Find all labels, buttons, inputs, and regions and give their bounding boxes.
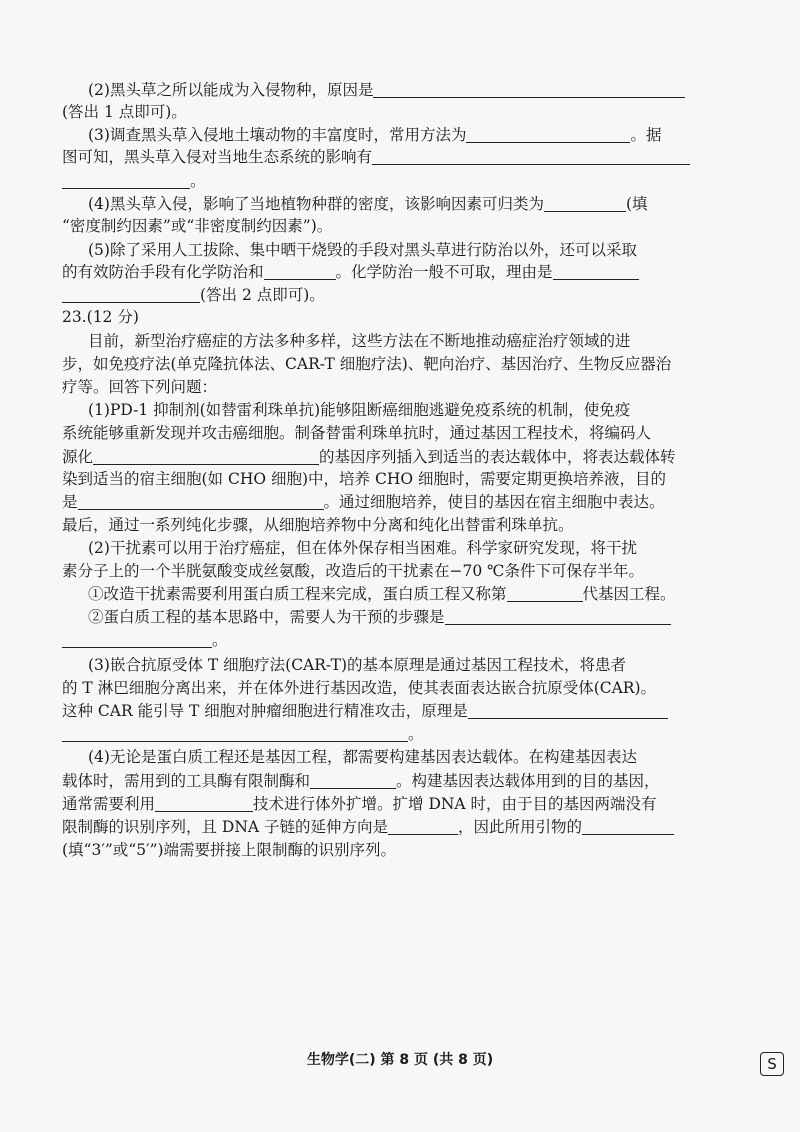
answer-blank[interactable] [310, 772, 396, 789]
text: 系统能够重新发现并攻击癌细胞。制备替雷利珠单抗时，通过基因工程技术，将编码人 [62, 424, 652, 442]
text-line [88, 330, 742, 352]
text-line [88, 606, 742, 628]
text: “密度制约因素”或“非密度制约因素”)。 [62, 217, 333, 235]
text-line [62, 146, 742, 168]
text-line [88, 79, 742, 101]
text: 源化 [62, 448, 94, 466]
text-line [88, 239, 742, 261]
answer-blank[interactable] [93, 448, 319, 465]
text: 最后，通过一系列纯化步骤，从细胞培养物中分离和纯化出替雷利珠单抗。 [62, 516, 574, 534]
text: (4)黑头草入侵，影响了当地植物种群的密度，该影响因素可归类为 [88, 195, 544, 213]
answer-blank[interactable] [155, 795, 253, 812]
answer-blank[interactable] [62, 286, 200, 303]
text: (3)调查黑头草入侵地土壤动物的丰富度时，常用方法为 [88, 126, 467, 144]
text-line [62, 816, 742, 838]
text: 的基因序列插入到适当的表达载体中，将表达载体转 [319, 448, 676, 466]
text-line [62, 422, 742, 444]
text: (5)除了采用人工拔除、集中晒干烧毁的手段对黑头草进行防治以外，还可以采取 [88, 241, 637, 259]
text: 的有效防治手段有化学防治和 [62, 263, 264, 281]
text-line [88, 746, 742, 768]
text: 这种 CAR 能引导 T 细胞对肿瘤细胞进行精准攻击，原理是 [62, 702, 468, 720]
text: (3)嵌合抗原受体 T 细胞疗法(CAR-T)的基本原理是通过基因工程技术，将患者 [88, 656, 626, 674]
text: (填“3′”或“5′”)端需要拼接上限制酶的识别序列。 [62, 841, 397, 859]
text: 目前，新型治疗癌症的方法多种多样，这些方法在不断地推动癌症治疗领域的进 [88, 332, 631, 350]
answer-blank[interactable] [78, 493, 324, 510]
text-line [62, 491, 742, 513]
answer-blank[interactable] [62, 725, 408, 742]
text-line [62, 376, 742, 398]
corner-mark: S [760, 1052, 784, 1076]
text: (答出 2 点即可)。 [200, 286, 325, 304]
answer-blank[interactable] [544, 195, 626, 212]
text-line [88, 654, 742, 676]
text-line [88, 583, 742, 605]
text: 代基因工程。 [582, 585, 676, 603]
text-line [88, 399, 742, 421]
answer-blank[interactable] [468, 702, 668, 719]
text-line [88, 124, 742, 146]
text: 。 [212, 631, 228, 649]
text-line [62, 839, 742, 861]
text-line [88, 537, 742, 559]
text: 。构建基因表达载体用到的目的基因， [396, 772, 660, 790]
text: (2)干扰素可以用于治疗癌症，但在体外保存相当困难。科学家研究发现，将干扰 [88, 539, 637, 557]
text-line [62, 677, 742, 699]
answer-blank[interactable] [553, 263, 639, 280]
text: (4)无论是蛋白质工程还是基因工程，都需要构建基因表达载体。在构建基因表达 [88, 748, 637, 766]
text: ②蛋白质工程的基本思路中，需要人为干预的步骤是 [88, 608, 445, 626]
text: (填 [625, 195, 648, 213]
text: 步，如免疫疗法(单克隆抗体法、CAR-T 细胞疗法)、靶向治疗、基因治疗、生物反应器治 [62, 355, 672, 373]
text: 素分子上的一个半胱氨酸变成丝氨酸，改造后的干扰素在−70 ℃条件下可保存半年。 [62, 562, 644, 580]
answer-blank[interactable] [507, 585, 583, 602]
text: 。据 [630, 126, 662, 144]
text-line [62, 353, 742, 375]
answer-blank[interactable] [264, 263, 336, 280]
text-line [62, 101, 742, 123]
answer-blank[interactable] [445, 608, 671, 625]
question-number [62, 306, 742, 328]
text-line [62, 261, 742, 283]
answer-blank[interactable] [62, 172, 190, 189]
text: 图可知，黑头草入侵对当地生态系统的影响有 [62, 148, 373, 166]
text: (答出 1 点即可)。 [62, 103, 187, 121]
text-line [62, 514, 742, 536]
page-footer: 生物学(二) 第 8 页 (共 8 页) [306, 1052, 494, 1068]
answer-blank[interactable] [388, 818, 458, 835]
text: (1)PD-1 抑制剂(如替雷利珠单抗)能够阻断癌细胞逃避免疫系统的机制，使免疫 [88, 401, 631, 419]
text: ，因此所用引物的 [458, 818, 583, 836]
text-line [62, 170, 742, 192]
text: 。 [190, 172, 206, 190]
text: 限制酶的识别序列，且 DNA 子链的延伸方向是 [62, 818, 389, 836]
text: 染到适当的宿主细胞(如 CHO 细胞)中，培养 CHO 细胞时，需要定期更换培养液，目的 [62, 470, 666, 488]
text-line [62, 793, 742, 815]
text-line [62, 629, 742, 651]
text: 。化学防治一般不可取，理由是 [335, 263, 553, 281]
answer-blank[interactable] [372, 148, 690, 165]
text-line [62, 770, 742, 792]
text-line [62, 700, 742, 722]
text-line [62, 215, 742, 237]
text: 载体时，需用到的工具酶有限制酶和 [62, 772, 311, 790]
text: 是 [62, 493, 78, 511]
text-line [88, 193, 742, 215]
answer-blank[interactable] [373, 81, 685, 98]
text: 技术进行体外扩增。扩增 DNA 时，由于目的基因两端没有 [253, 795, 657, 813]
answer-blank[interactable] [582, 818, 674, 835]
answer-blank[interactable] [62, 631, 212, 648]
text-line [62, 560, 742, 582]
text: 的 T 淋巴细胞分离出来，并在体外进行基因改造，使其表面表达嵌合抗原受体(CAR)。 [62, 679, 657, 697]
answer-blank[interactable] [466, 126, 630, 143]
text: 23.(12 分) [62, 308, 139, 326]
text-line [62, 723, 742, 745]
text-line [62, 446, 742, 468]
text: ①改造干扰素需要利用蛋白质工程来完成，蛋白质工程又称第 [88, 585, 507, 603]
text: 疗等。回答下列问题： [62, 378, 218, 396]
text: (2)黑头草之所以能成为入侵物种，原因是 [88, 81, 374, 99]
text-line [62, 468, 742, 490]
text-line [62, 284, 742, 306]
text: 通常需要利用 [62, 795, 156, 813]
text: 。通过细胞培养，使目的基因在宿主细胞中表达。 [323, 493, 665, 511]
text: 。 [408, 725, 424, 743]
